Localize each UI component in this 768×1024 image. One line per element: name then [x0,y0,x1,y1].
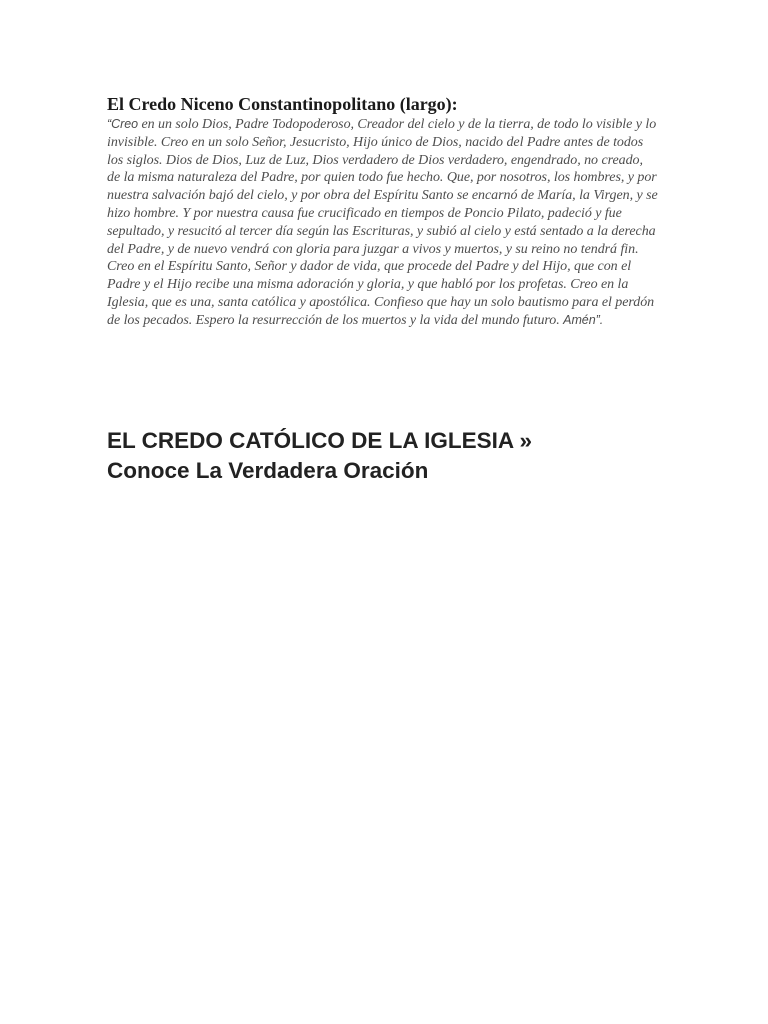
creed-text [107,116,659,330]
closing-amen: Amén”. [563,312,604,327]
title-line-1: EL CREDO CATÓLICO DE LA IGLESIA » [107,428,533,453]
creed-body: en un solo Dios, Padre Todopoderoso, Creador del cielo y de la tierra, de todo lo visible y lo invisible. Creo en un solo Señor, Jesucristo, Hijo único de Dios, nacido del Padre antes de todos los siglos. Dios de Dios, Luz de Luz, Dios verdadero de Dios verdadero, engendrado, no creado, de la misma naturaleza del Padre, por quien todo fue hecho. Que, por nosotros, los hombres, y por nuestra salvación bajó del cielo, y por obra del Espíritu Santo se encarnó de María, la Virgen, y se hizo hombre. Y por nuestra causa fue crucificado en tiempos de Poncio Pilato, padeció y fue sepultado, y resucitó al tercer día según las Escrituras, y subió al cielo y está sentado a la derecha del Padre, y de nuevo vendrá con gloria para juzgar a vivos y muertos, y su reino no tendrá fin. Creo en el Espíritu Santo, Señor y dador de vida, que procede del Padre y del Hijo, que con el Padre y el Hijo recibe una misma adoración y gloria, y que habló por los profetas. Creo en la Iglesia, que es una, santa católica y apostólica. Confieso que hay un solo bautismo para el perdón de los pecados. Espero la resurrección de los muertos y la vida del mundo futuro. [107,117,658,328]
page-title [107,426,667,486]
article-heading: El Credo Niceno Constantinopolitano (largo): [107,94,458,114]
opening-quote: “ [107,117,112,131]
title-line-2: Conoce La Verdadera Oración [107,458,429,483]
first-word: Creo [111,117,139,131]
article [107,94,659,330]
